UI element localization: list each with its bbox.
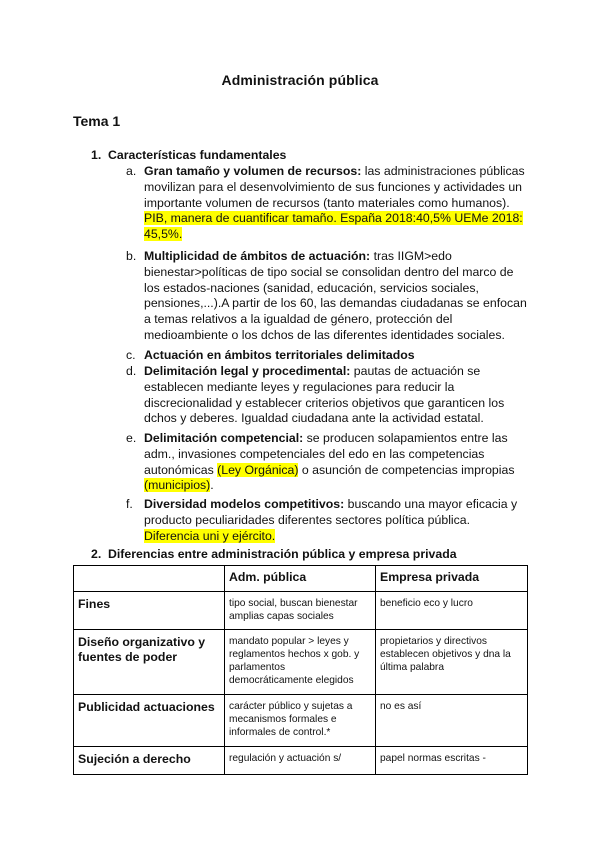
list-item-d [126,364,528,427]
table-cell: papel normas escritas - [376,747,528,775]
section-1-heading [91,148,286,162]
item-label: Delimitación competencial: [144,431,304,445]
section-2-title: Diferencias entre administración pública y empresa privada [108,547,457,561]
item-label: Delimitación legal y procedimental: [144,364,351,378]
item-label: Multiplicidad de ámbitos de actuación: [144,249,371,263]
item-text: las administraciones públicas movilizan para el desenvolvimiento de sus funciones y actividades un importante volumen de recursos (tanto materiales como humanos). [144,164,525,210]
list-marker: a. [126,164,137,178]
table-header-cell: Adm. pública [225,566,376,592]
highlighted-note: (Ley Orgánica) [217,462,299,477]
list-item-a [126,164,528,243]
item-label: Diversidad modelos competitivos: [144,497,345,511]
item-text: buscando una mayor eficacia y producto peculiaridades diferentes sectores política pública. [144,497,518,527]
document-title: Administración pública [221,72,379,88]
list-marker: b. [126,249,137,263]
section-1-title: Características fundamentales [108,148,287,162]
section-2-heading [91,547,457,561]
table-header-cell: Empresa privada [376,566,528,592]
item-text: o asunción de competencias impropias [298,462,515,477]
table-row [74,695,528,747]
table-header-cell [74,566,225,592]
table-row [74,747,528,775]
list-item-f [126,497,528,544]
list-marker: d. [126,364,137,378]
table-cell: beneficio eco y lucro [376,592,528,630]
comparison-table [73,565,528,775]
table-cell: propietarios y directivos establecen objetivos y dna la última palabra [376,630,528,695]
highlighted-note: (municipios) [144,478,211,493]
row-label: Fines [74,592,225,630]
table-row [74,630,528,695]
list-item-e [126,431,528,494]
row-label: Sujeción a derecho [74,747,225,775]
table-header-row [74,566,528,592]
item-text: . [210,478,214,493]
table-cell: regulación y actuación s/ [225,747,376,775]
item-label: Actuación en ámbitos territoriales delimitados [144,348,415,362]
table-cell: carácter público y sujetas a mecanismos formales e informales de control.* [225,695,376,747]
row-label: Publicidad actuaciones [74,695,225,747]
item-text: tras IIGM>edo bienestar>políticas de tipo social se consolidan dentro del marco de los estados-naciones (sanidad, educación, servicios sociales, pensiones,...).A partir de los 60, las demandas ciudadanas se enfocan a temas relativos a la igualdad de género, protección del medioambiente o los dchos de las diferentes identidades sociales. [144,249,527,342]
row-label: Diseño organizativo y fuentes de poder [74,630,225,695]
table-cell: tipo social, buscan bienestar amplias capas sociales [225,592,376,630]
highlighted-note: PIB, manera de cuantificar tamaño. España 2018:40,5% UEMe 2018: 45,5%. [144,211,523,242]
table-row [74,592,528,630]
item-text: se producen solapamientos entre las adm., invasiones competenciales del edo en las competencias autonómicas [144,431,508,477]
table-cell: mandato popular > leyes y reglamentos hechos x gob. y parlamentos democráticamente elegidos [225,630,376,695]
item-text: pautas de actuación se establecen mediante leyes y regulaciones para reducir la discrecionalidad y establecer criterios objetivos que garanticen los dchos y deberes. Igualdad ciudadana ante la actividad estatal. [144,364,505,426]
list-marker: e. [126,431,137,445]
list-item-c [126,348,528,364]
item-label: Gran tamaño y volumen de recursos: [144,164,362,178]
list-marker: f. [126,497,133,511]
list-item-b [126,249,528,344]
list-marker: c. [126,348,136,362]
topic-heading: Tema 1 [73,113,121,129]
section-1-number: 1. [91,148,102,162]
table-cell: no es así [376,695,528,747]
highlighted-note: Diferencia uni y ejército. [144,528,276,543]
section-2-number: 2. [91,547,102,561]
